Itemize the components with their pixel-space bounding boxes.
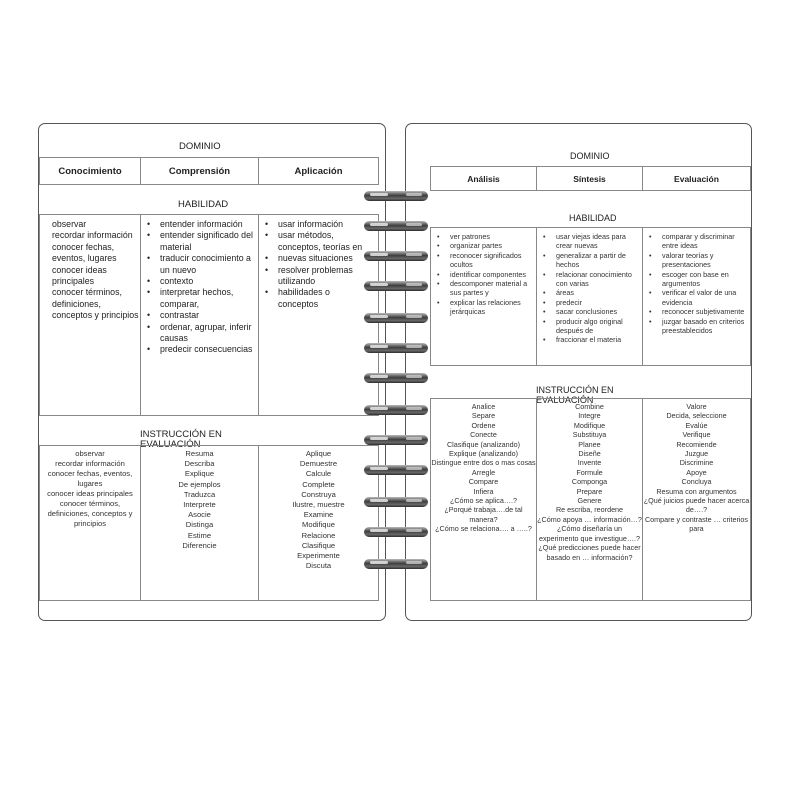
list-item: Clasifique (analizando) <box>446 439 521 449</box>
list-item: • relacionar conocimiento con varias <box>537 270 639 289</box>
left-habilidad-title: HABILIDAD <box>178 199 229 210</box>
list-item: Modifique <box>302 520 335 530</box>
spiral-ring <box>364 559 428 569</box>
habilidad-comprension-cell <box>141 215 259 416</box>
habilidad-conocimiento-list <box>40 215 140 322</box>
habilidad-evaluacion-cell <box>643 228 751 366</box>
list-item: • sacar conclusiones <box>537 307 639 316</box>
list-item: conocer términos, definiciones, conceptos y principios <box>47 499 133 528</box>
list-item: • entender significado del material <box>141 230 255 253</box>
list-item: Explique (analizando) <box>448 449 519 459</box>
spiral-ring <box>364 281 428 291</box>
left-dominio-title: DOMINIO <box>179 141 221 152</box>
list-item: Valore <box>686 402 707 411</box>
list-item: • verificar el valor de una evidencia <box>643 288 747 307</box>
list-item: recordar información <box>52 230 133 241</box>
list-item: • ver patrones <box>431 232 533 241</box>
habilidad-sintesis-cell <box>537 228 643 366</box>
list-item: Re escriba, reordene <box>555 505 624 515</box>
list-item: ¿Qué predicciones puede hacer basado en … información? <box>538 543 641 562</box>
list-item: observar <box>75 449 105 458</box>
instruccion-conocimiento-cell <box>40 446 141 601</box>
spiral-ring <box>364 465 428 475</box>
list-item: ¿Cómo apoya … información…? <box>537 514 642 524</box>
list-item: ¿Cómo se aplica….? <box>449 496 518 506</box>
list-item: Explique <box>184 469 215 479</box>
right-instruccion-table <box>430 398 751 601</box>
list-item: • reconocer significados ocultos <box>431 251 533 270</box>
instruccion-sintesis-list <box>537 399 642 562</box>
list-item: Concluya <box>681 477 712 487</box>
list-item: • predecir consecuencias <box>141 344 255 355</box>
list-item: conocer fechas, eventos, lugares <box>52 241 117 264</box>
list-item: Experimente <box>297 551 340 561</box>
list-item: ¿Cómo diseñaría un experimento que investigue….? <box>538 524 641 543</box>
habilidad-aplicacion-cell <box>259 215 379 416</box>
list-item: • nuevas situaciones <box>259 253 372 264</box>
left-instruccion-table <box>39 445 379 601</box>
list-item: • contrastar <box>141 310 255 321</box>
list-item: Complete <box>302 479 335 489</box>
list-item: Compare y contraste … criterios para <box>644 514 749 534</box>
list-item: • juzgar basado en criterios preestablecidos <box>643 317 747 336</box>
list-item: ¿Cómo se relaciona…. a …..? <box>435 524 532 534</box>
header-evaluacion: Evaluación <box>643 167 751 191</box>
list-item: • usar métodos, conceptos, teorías en <box>259 230 372 253</box>
instruccion-aplicacion-cell <box>259 446 379 601</box>
list-item: • interpretar hechos, comparar, <box>141 287 255 310</box>
list-item: Compare <box>468 477 499 487</box>
list-item: • usar información <box>259 219 372 230</box>
list-item: • ordenar, agrupar, inferir causas <box>141 322 255 345</box>
list-item: Componga <box>571 477 608 487</box>
list-item: Describa <box>184 459 215 469</box>
list-item: Conecte <box>470 430 497 440</box>
list-item: Genere <box>577 496 602 506</box>
list-item: Invente <box>577 458 602 468</box>
habilidad-aplicacion-list <box>259 215 378 310</box>
list-item: Ordene <box>471 420 496 430</box>
list-item: Traduzca <box>183 489 216 499</box>
list-item: Discuta <box>305 561 332 571</box>
list-item: De ejemplos <box>178 479 221 489</box>
left-habilidad-table <box>39 214 379 416</box>
list-item: • resolver problemas utilizando <box>259 265 372 288</box>
list-item: Ilustre, muestre <box>292 500 345 510</box>
left-instruccion-title: INSTRUCCIÓN EN EVALUACIÓN <box>140 429 222 450</box>
habilidad-conocimiento-cell <box>40 215 141 416</box>
list-item: Modifique <box>573 420 606 430</box>
list-item: Analice <box>471 402 496 411</box>
list-item: ¿Qué juicios puede hacer acerca de….? <box>643 496 750 515</box>
instruccion-sintesis-cell <box>537 399 643 601</box>
spiral-ring <box>364 343 428 353</box>
right-habilidad-title: HABILIDAD <box>569 213 617 223</box>
list-item: Recomiende <box>676 439 717 449</box>
list-item: Examine <box>303 510 334 520</box>
list-item: • reconocer subjetivamente <box>643 307 747 316</box>
list-item: • fraccionar el materia <box>537 335 639 344</box>
list-item: • explicar las relaciones jerárquicas <box>431 298 533 317</box>
list-item: • producir algo original después de <box>537 317 639 336</box>
list-item: Evalúe <box>685 420 708 430</box>
list-item: Distinga <box>185 520 214 530</box>
instruccion-evaluacion-cell <box>643 399 751 601</box>
list-item: Estime <box>187 530 212 540</box>
right-habilidad-table <box>430 227 751 366</box>
list-item: • predecir <box>537 298 639 307</box>
list-item: Interprete <box>183 500 216 510</box>
list-item: • comparar y discriminar entre ideas <box>643 232 747 251</box>
spiral-ring <box>364 251 428 261</box>
list-item: Prepare <box>576 486 603 496</box>
list-item: Apoye <box>686 467 707 477</box>
right-instruccion-title: INSTRUCCIÓN EN EVALUACIÓN <box>536 385 614 405</box>
header-aplicacion: Aplicación <box>259 158 379 185</box>
list-item: Combine <box>575 402 604 411</box>
list-item: conocer ideas principales <box>52 264 107 287</box>
instruccion-comprension-list <box>141 446 258 551</box>
list-item: recordar información <box>55 459 125 468</box>
spiral-ring <box>364 497 428 507</box>
header-conocimiento: Conocimiento <box>40 158 141 185</box>
spiral-ring <box>364 221 428 231</box>
instruccion-analisis-cell <box>431 399 537 601</box>
list-item: Integre <box>578 411 601 421</box>
spiral-ring <box>364 313 428 323</box>
list-item: Infiera <box>473 486 494 496</box>
list-item: Formule <box>576 467 603 477</box>
left-header-table <box>39 157 379 185</box>
list-item: Arregle <box>471 467 496 477</box>
list-item: observar <box>52 219 87 229</box>
list-item: Planee <box>578 439 601 449</box>
list-item: Calcule <box>305 469 332 479</box>
list-item: Juzgue <box>684 449 709 459</box>
list-item: • descomponer material a sus partes y <box>431 279 533 298</box>
list-item: • escoger con base en argumentos <box>643 270 747 289</box>
habilidad-sintesis-list <box>537 228 642 345</box>
habilidad-comprension-list <box>141 215 258 356</box>
list-item: Separe <box>471 411 496 421</box>
list-item: conocer términos, definiciones, conceptos y principios <box>52 287 139 321</box>
habilidad-analisis-list <box>431 228 536 317</box>
list-item: • áreas <box>537 288 639 297</box>
list-item: Resuma con argumentos <box>656 486 737 496</box>
spiral-ring <box>364 527 428 537</box>
spiral-ring <box>364 191 428 201</box>
right-header-table <box>430 166 751 191</box>
spiral-ring <box>364 435 428 445</box>
habilidad-analisis-cell <box>431 228 537 366</box>
header-sintesis: Síntesis <box>537 167 643 191</box>
list-item: • usar viejas ideas para crear nuevas <box>537 232 639 251</box>
list-item: • organizar partes <box>431 241 533 250</box>
header-comprension: Comprensión <box>141 158 259 185</box>
instruccion-aplicacion-list <box>259 446 378 571</box>
instruccion-conocimiento-list <box>40 446 140 529</box>
list-item: Verifique <box>682 430 711 440</box>
instruccion-comprension-cell <box>141 446 259 601</box>
list-item: Distingue entre dos o mas cosas <box>431 458 536 468</box>
list-item: Construya <box>301 489 336 499</box>
habilidad-evaluacion-list <box>643 228 750 335</box>
list-item: Diferencie <box>182 540 217 550</box>
spiral-ring <box>364 373 428 383</box>
list-item: conocer fechas, eventos, lugares <box>47 469 133 488</box>
instruccion-analisis-list <box>431 399 536 534</box>
list-item: • identificar componentes <box>431 270 533 279</box>
list-item: • generalizar a partir de hechos <box>537 251 639 270</box>
list-item: Demuestre <box>299 459 338 469</box>
list-item: • valorar teorías y presentaciones <box>643 251 747 270</box>
list-item: • traducir conocimiento a un nuevo <box>141 253 255 276</box>
list-item: conocer ideas principales <box>47 489 133 498</box>
left-notebook-page <box>38 123 386 621</box>
list-item: Substituya <box>572 430 607 440</box>
list-item: Resuma <box>185 449 214 458</box>
list-item: Clasifique <box>301 540 336 550</box>
list-item: Aplique <box>305 449 332 458</box>
list-item: Diseñe <box>578 449 601 459</box>
list-item: • entender información <box>141 219 255 230</box>
list-item: Relacione <box>301 530 336 540</box>
right-dominio-title: DOMINIO <box>570 151 610 161</box>
right-notebook-page <box>405 123 752 621</box>
list-item: Discrimine <box>679 458 714 468</box>
list-item: • contexto <box>141 276 255 287</box>
list-item: ¿Porqué trabaja….de tal manera? <box>444 505 523 524</box>
spiral-ring <box>364 405 428 415</box>
list-item: • habilidades o conceptos <box>259 287 372 310</box>
list-item: Asocie <box>188 510 211 520</box>
instruccion-evaluacion-list <box>643 399 750 534</box>
header-analisis: Análisis <box>431 167 537 191</box>
list-item: Decida, seleccione <box>666 411 727 421</box>
